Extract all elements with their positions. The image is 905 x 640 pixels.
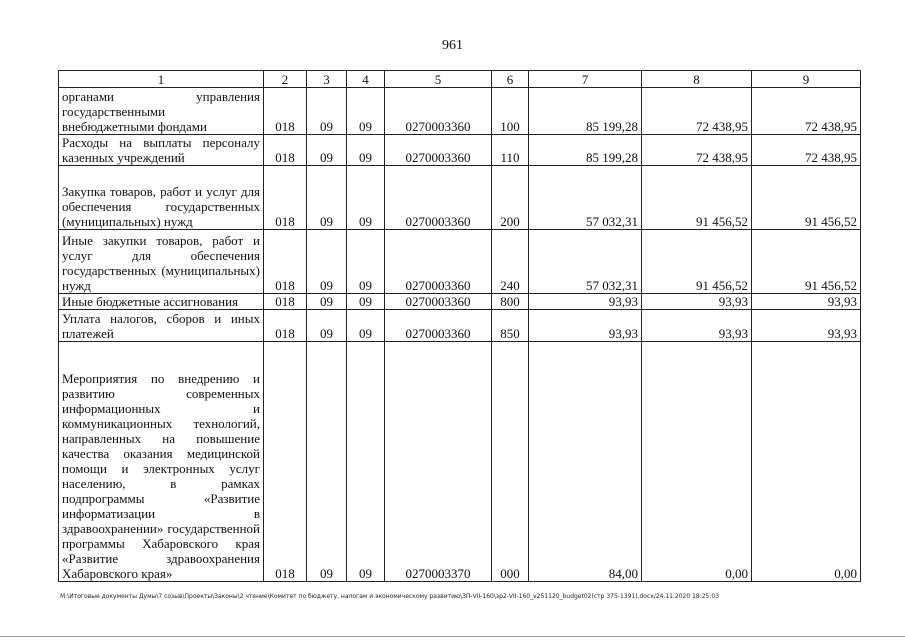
cell-section: 09	[307, 166, 347, 230]
row-name: Уплата налогов, сборов и иных платежей	[59, 310, 264, 342]
cell-target-article: 0270003360	[385, 166, 492, 230]
col-header-6: 6	[492, 71, 529, 88]
row-name: органами управления государственными внебюджетными фондами	[59, 88, 264, 135]
cell-amount-7: 84,00	[529, 342, 642, 582]
cell-subsection: 09	[347, 230, 385, 294]
row-name: Расходы на выплаты персоналу казенных учреждений	[59, 135, 264, 166]
col-header-4: 4	[347, 71, 385, 88]
page-number: 961	[442, 38, 463, 53]
col-header-1: 1	[59, 71, 264, 88]
cell-ministry: 018	[264, 135, 307, 166]
cell-target-article: 0270003360	[385, 88, 492, 135]
row-name: Закупка товаров, работ и услуг для обеспечения государственных (муниципальных) нужд	[59, 166, 264, 230]
cell-ministry: 018	[264, 166, 307, 230]
cell-ministry: 018	[264, 88, 307, 135]
col-header-9: 9	[752, 71, 861, 88]
table-row	[59, 88, 861, 135]
page-bottom-rule	[0, 636, 905, 637]
table-row	[59, 294, 861, 310]
file-path-footer: M:\Итоговые документы Думы\7 созыв\Проекты\Законы\2 чтение\Комитет по бюджету, налогам и экономическому развитию\ЗП-VII-160\зр2-VII-160_v251120_budget02(стр 375-1391).docx/24.11.2020 18:25:03	[60, 593, 720, 600]
table-row	[59, 310, 861, 342]
cell-subsection: 09	[347, 294, 385, 310]
col-header-5: 5	[385, 71, 492, 88]
col-header-3: 3	[307, 71, 347, 88]
cell-section: 09	[307, 294, 347, 310]
cell-target-article: 0270003360	[385, 294, 492, 310]
header-row	[59, 71, 861, 88]
cell-target-article: 0270003360	[385, 135, 492, 166]
cell-expense-type: 800	[492, 294, 529, 310]
cell-amount-7: 93,93	[529, 310, 642, 342]
cell-amount-9: 91 456,52	[752, 230, 861, 294]
cell-section: 09	[307, 342, 347, 582]
cell-section: 09	[307, 310, 347, 342]
budget-table	[58, 70, 861, 582]
cell-subsection: 09	[347, 135, 385, 166]
cell-subsection: 09	[347, 310, 385, 342]
row-name: Иные бюджетные ассигнования	[59, 294, 264, 310]
col-header-7: 7	[529, 71, 642, 88]
cell-expense-type: 850	[492, 310, 529, 342]
cell-expense-type: 110	[492, 135, 529, 166]
cell-target-article: 0270003370	[385, 342, 492, 582]
cell-amount-7: 93,93	[529, 294, 642, 310]
table-row	[59, 166, 861, 230]
cell-expense-type: 200	[492, 166, 529, 230]
table-row	[59, 230, 861, 294]
cell-amount-9: 72 438,95	[752, 135, 861, 166]
cell-subsection: 09	[347, 88, 385, 135]
cell-amount-8: 91 456,52	[642, 230, 752, 294]
cell-amount-8: 91 456,52	[642, 166, 752, 230]
cell-target-article: 0270003360	[385, 230, 492, 294]
cell-subsection: 09	[347, 342, 385, 582]
cell-amount-7: 57 032,31	[529, 166, 642, 230]
cell-amount-9: 91 456,52	[752, 166, 861, 230]
cell-target-article: 0270003360	[385, 310, 492, 342]
cell-amount-8: 72 438,95	[642, 135, 752, 166]
cell-amount-9: 0,00	[752, 342, 861, 582]
cell-amount-7: 57 032,31	[529, 230, 642, 294]
cell-amount-8: 72 438,95	[642, 88, 752, 135]
cell-section: 09	[307, 230, 347, 294]
cell-ministry: 018	[264, 310, 307, 342]
col-header-2: 2	[264, 71, 307, 88]
cell-expense-type: 240	[492, 230, 529, 294]
cell-section: 09	[307, 88, 347, 135]
cell-amount-8: 93,93	[642, 294, 752, 310]
cell-section: 09	[307, 135, 347, 166]
cell-amount-8: 93,93	[642, 310, 752, 342]
cell-amount-9: 93,93	[752, 310, 861, 342]
cell-subsection: 09	[347, 166, 385, 230]
cell-ministry: 018	[264, 342, 307, 582]
cell-ministry: 018	[264, 230, 307, 294]
cell-amount-8: 0,00	[642, 342, 752, 582]
col-header-8: 8	[642, 71, 752, 88]
table-row	[59, 135, 861, 166]
cell-amount-9: 93,93	[752, 294, 861, 310]
cell-amount-7: 85 199,28	[529, 88, 642, 135]
table-row	[59, 342, 861, 582]
cell-expense-type: 100	[492, 88, 529, 135]
cell-amount-7: 85 199,28	[529, 135, 642, 166]
cell-ministry: 018	[264, 294, 307, 310]
row-name: Иные закупки товаров, работ и услуг для обеспечения государственных (муниципальных) нужд	[59, 230, 264, 294]
cell-expense-type: 000	[492, 342, 529, 582]
cell-amount-9: 72 438,95	[752, 88, 861, 135]
row-name: Мероприятия по внедрению и развитию современных информационных и коммуникационных технологий, направленных на повышение качества оказания медицинской помощи и электронных услуг населению, в рамках подпрограммы «Развитие информатизации в здравоохранении» государственной программы Хабаровского края «Развитие здравоохранения Хабаровского края»	[59, 342, 264, 582]
